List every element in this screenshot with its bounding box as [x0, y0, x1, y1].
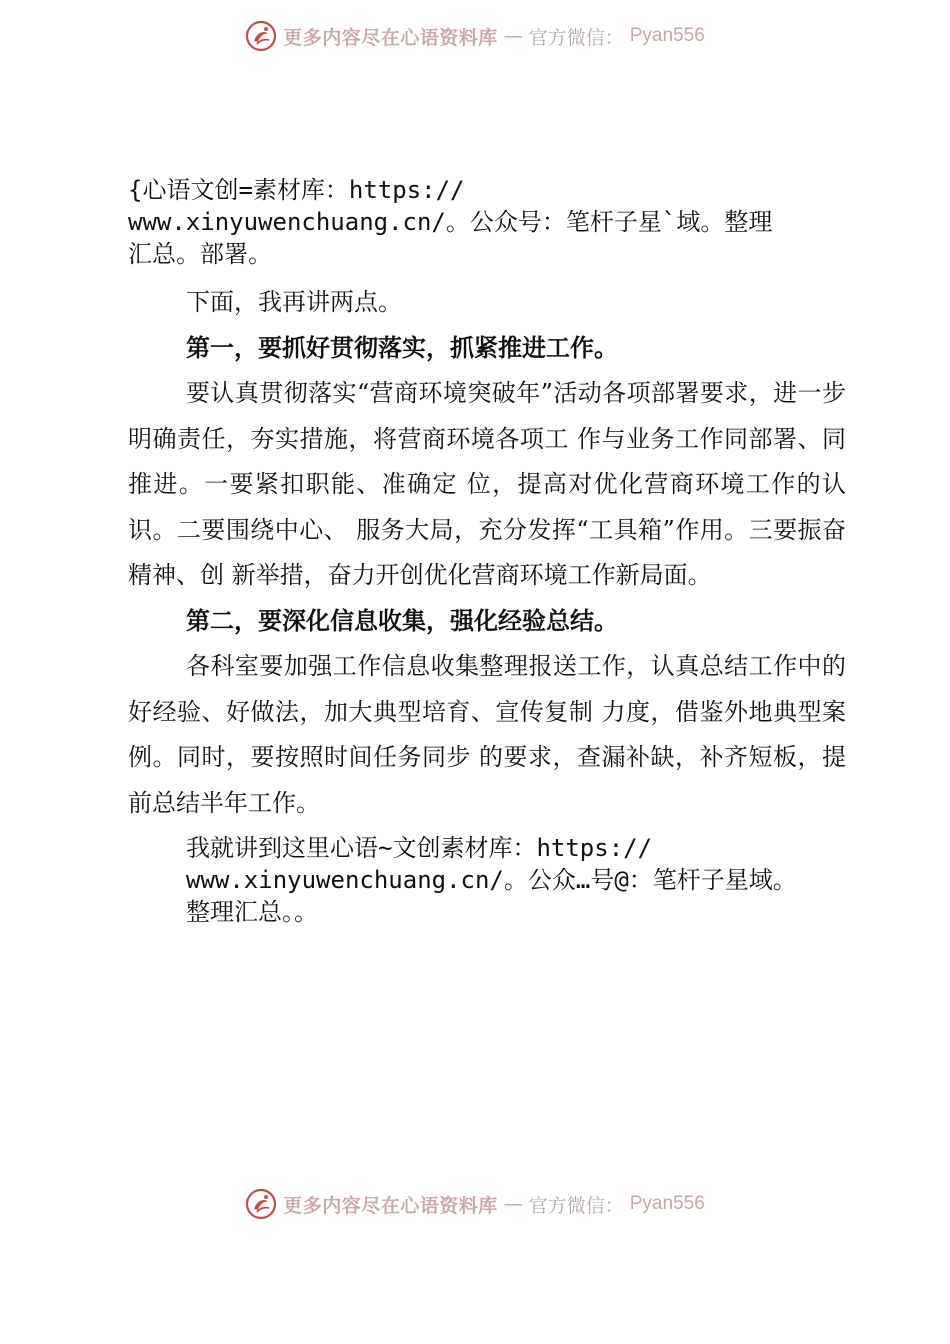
header-watermark	[0, 16, 950, 56]
section-heading-2: 第二，要深化信息收集，强化经验总结。	[186, 606, 618, 635]
brand-logo-icon	[245, 20, 277, 52]
closing-line-3: 整理汇总。。	[186, 898, 318, 926]
footer-watermark	[0, 1184, 950, 1224]
paragraph-2: 各科室要加强工作信息收集整理报送工作，认真总结工作中的好经验、好做法，加大典型培育、宣传复制 力度，借鉴外地典型案例。同时，要按照时间任务同步 的要求，查漏补缺，补齐短板，提前总结半年工作。	[128, 652, 846, 817]
paragraph-1: 要认真贯彻落实“营商环境突破年”活动各项部署要求，进一步明确责任，夯实措施，将营商环境各项工 作与业务工作同部署、同推进。一要紧扣职能、准确定 位，提高对优化营商环境工作的认识。二要围绕中心、 服务大局，充分发挥“工具箱”作用。三要振奋精神、创 新举措，奋力开创优化营商环境工作新局面。	[128, 379, 846, 589]
intro-line-1: {心语文创=素材库：https://	[128, 176, 465, 204]
wechat-id: Pyan556	[629, 25, 705, 46]
transition-text: 下面，我再讲两点。	[186, 288, 402, 316]
closing-line-1: 我就讲到这里心语~文创素材库：https://	[186, 834, 653, 862]
watermark-text: 更多内容尽在心语资料库	[283, 1194, 498, 1217]
wechat-label: 官方微信：	[528, 1194, 624, 1217]
intro-line-3: 汇总。部署。	[128, 240, 272, 268]
wechat-id: Pyan556	[629, 1193, 705, 1214]
document-body	[128, 174, 846, 928]
watermark-dash: —	[503, 25, 523, 47]
section-heading-1: 第一，要抓好贯彻落实，抓紧推进工作。	[186, 333, 618, 362]
watermark-text: 更多内容尽在心语资料库	[283, 26, 498, 49]
wechat-label: 官方微信：	[528, 26, 624, 49]
intro-line-2: www.xinyuwenchuang.cn/。公众号：笔杆子星`域。整理	[128, 208, 773, 236]
brand-logo-icon	[245, 1188, 277, 1220]
closing-line-2: www.xinyuwenchuang.cn/。公众…号@：笔杆子星域。	[186, 866, 797, 894]
watermark-dash: —	[503, 1193, 523, 1215]
